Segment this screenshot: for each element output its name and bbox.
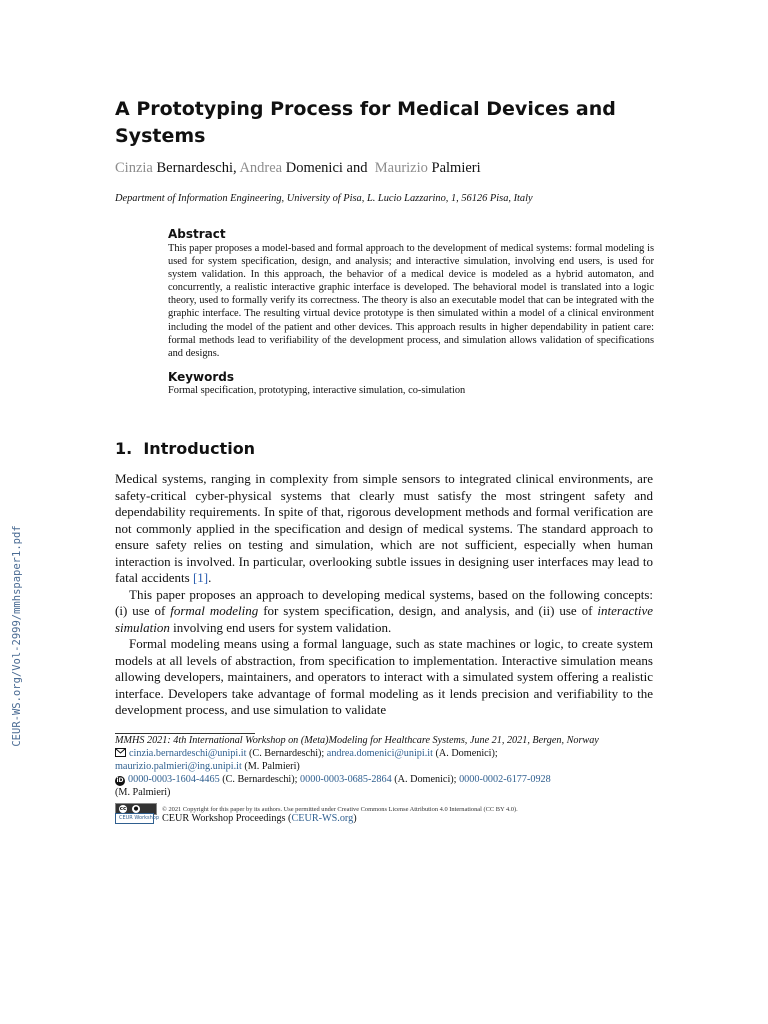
emphasis: formal modeling bbox=[170, 603, 259, 618]
email-link[interactable]: maurizio.palmieri@ing.unipi.it bbox=[115, 761, 242, 772]
email-line: cinzia.bernardeschi@unipi.it (C. Bernardeschi); andrea.domenici@unipi.it (A. Domenici); bbox=[115, 747, 655, 761]
author-given-name: Cinzia bbox=[115, 160, 153, 176]
author-list bbox=[115, 160, 481, 177]
author-given-name: Maurizio bbox=[374, 160, 428, 176]
ceur-logo: CEUR Workshop bbox=[115, 813, 154, 824]
author-family-name: Domenici bbox=[285, 160, 343, 176]
email-line: maurizio.palmieri@ing.unipi.it (M. Palmieri) bbox=[115, 761, 300, 772]
keywords-text: Formal specification, prototyping, interactive simulation, co-simulation bbox=[168, 385, 466, 396]
sidebar-url[interactable]: CEUR-WS.org/Vol-2999/mmhspaper1.pdf bbox=[11, 525, 23, 747]
ceur-row: CEUR Workshop CEUR Workshop Proceedings (CEUR-WS.org) bbox=[115, 813, 655, 827]
author-3 bbox=[375, 160, 481, 176]
abstract-text: This paper proposes a model-based and formal approach to the development of medical systems: formal modeling is used for system specification, design, and analysis; and interactive simulation, involving end users, is used for system validation. In this approach, the behavior of a medical device is modeled as a hybrid automaton, and concurrently, a realistic interactive graphic interface is developed. The behavioral model is translated into a logic theory, used to formally verify its correctness. The theory is also an executable model that can be integrated with the graphic interface. The resulting virtual device prototype is then simulated within a model of a clinical environment including the model of the patient and other devices. This approach results in higher dependability in patient care: formal methods lead to verifiability of the development process, and simulation allows validation of specifications and designs. bbox=[168, 243, 654, 359]
orcid-icon: iD bbox=[116, 777, 124, 784]
citation-link[interactable]: [1] bbox=[192, 570, 209, 585]
paper-title: A Prototyping Process for Medical Devices and Systems bbox=[115, 98, 616, 147]
cc-by-icon[interactable]: cc ● bbox=[115, 803, 157, 815]
author-given-name: Andrea bbox=[239, 160, 283, 176]
section-heading-introduction: 1. Introduction bbox=[115, 439, 256, 458]
orcid-link[interactable]: 0000-0002-6177-0928 bbox=[459, 774, 551, 785]
orcid-line: iD 0000-0003-1604-4465 (C. Bernardeschi); 0000-0003-0685-2864 (A. Domenici); 0000-0002-6177-0928 bbox=[116, 774, 551, 785]
paragraph: This paper proposes an approach to developing medical systems, based on the following concepts: (i) use of formal modeling for system specification, design, and analysis, and (ii) use of interactive simulation involving end users for system validation. bbox=[115, 586, 653, 635]
email-link[interactable]: andrea.domenici@unipi.it bbox=[326, 748, 433, 759]
license-row bbox=[115, 800, 655, 812]
email-link[interactable]: cinzia.bernardeschi@unipi.it bbox=[129, 748, 247, 759]
introduction-body bbox=[115, 471, 653, 719]
abstract-heading: Abstract bbox=[168, 227, 226, 241]
author-family-name: Bernardeschi bbox=[156, 160, 233, 176]
orcid-line: (M. Palmieri) bbox=[115, 787, 171, 798]
paragraph: Formal modeling means using a formal language, such as state machines or logic, to create system models at all levels of abstraction, from specification to implementation. Interactive simulation means allowing developers, maintainers, and operators to interact with a simulated system offering a realistic interface. Developers take advantage of formal modeling as it lends precision and verifiability to the development process, and use simulation to validate bbox=[115, 636, 653, 717]
author-1: Cinzia Bernardeschi, bbox=[115, 160, 240, 176]
emphasis: interactive simulation bbox=[115, 603, 653, 635]
affiliation: Department of Information Engineering, University of Pisa, L. Lucio Lazzarino, 1, 56126 Pisa, Italy bbox=[115, 193, 533, 204]
keywords-heading: Keywords bbox=[168, 370, 235, 384]
ceur-link[interactable]: CEUR-WS.org bbox=[291, 813, 354, 824]
paragraph: Medical systems, ranging in complexity from simple sensors to integrated clinical environments, are safety-critical cyber-physical systems that clearly must satisfy the most stringent safety and dependability requirements. In spite of that, rigorous development methods and formal verification are not commonly applied in the specification and design of medical systems. The standard approach to ensure safety relies on testing and simulation, which are not sufficient, especially when human interaction is involved. In particular, overlooking subtle issues in designing user interfaces may lead to fatal accidents [1]. bbox=[115, 471, 653, 585]
conference-note: MMHS 2021: 4th International Workshop on (Meta)Modeling for Healthcare Systems, June 21, 2021, Bergen, Norway bbox=[115, 735, 599, 746]
copyright-text: © 2021 Copyright for this paper by its authors. Use permitted under Creative Commons License Attribution 4.0 International (CC BY 4.0). bbox=[162, 805, 518, 813]
author-2: Andrea Domenici and bbox=[239, 160, 375, 176]
author-family-name: Palmieri bbox=[431, 160, 481, 176]
orcid-link[interactable]: 0000-0003-0685-2864 bbox=[300, 774, 392, 785]
orcid-link[interactable]: 0000-0003-1604-4465 bbox=[128, 774, 220, 785]
